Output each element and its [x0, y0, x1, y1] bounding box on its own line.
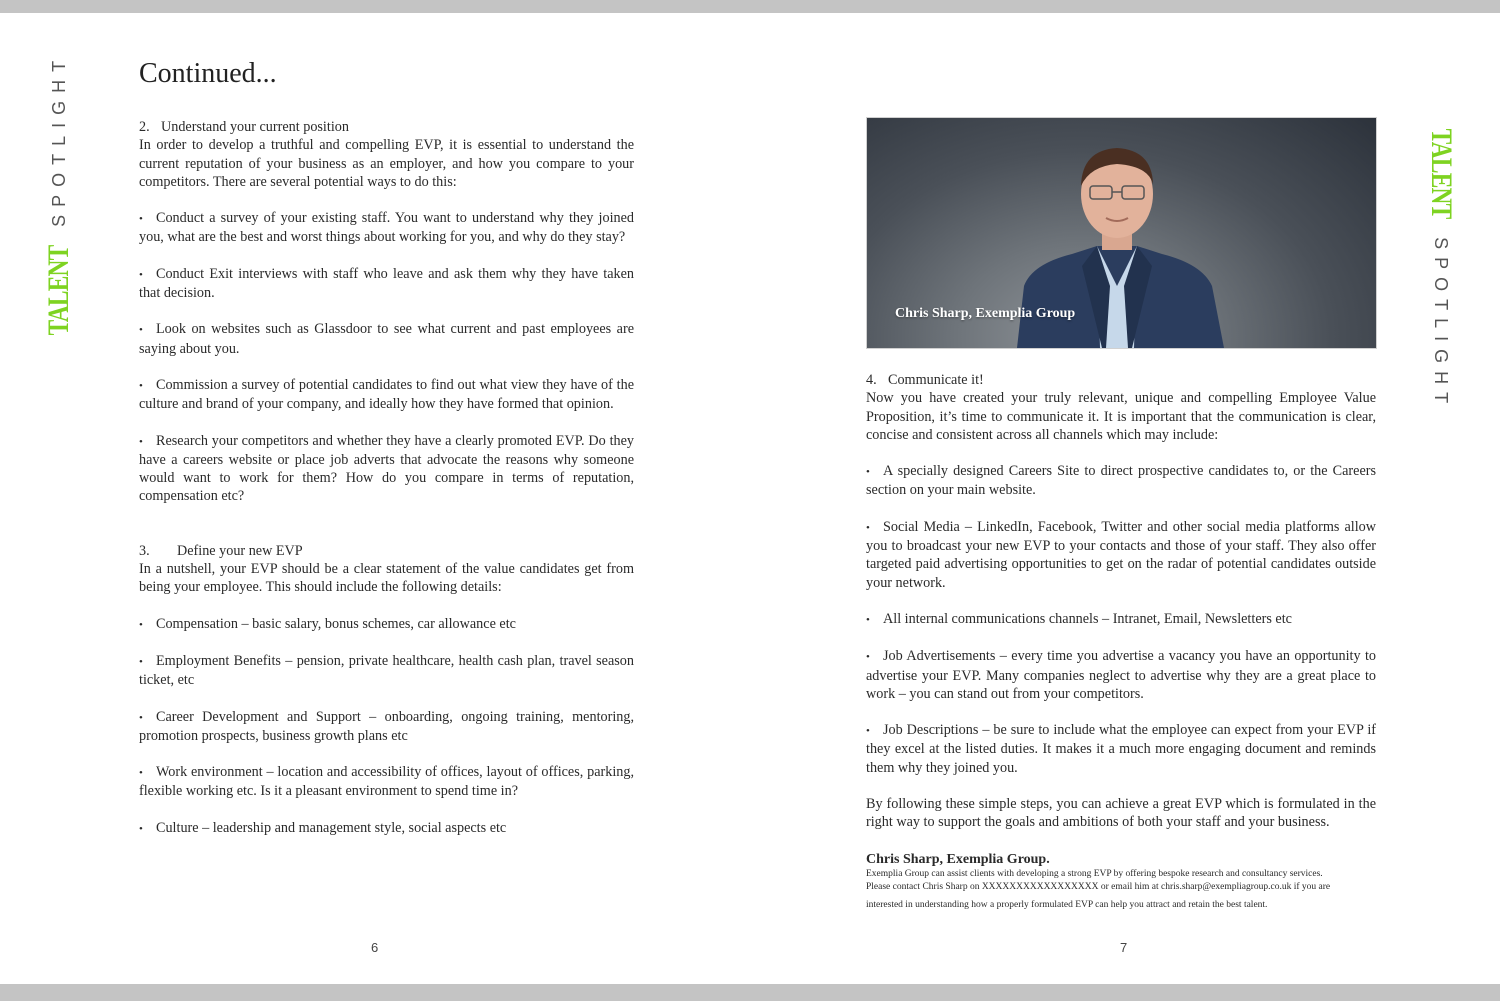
brand-mark-right — [1424, 116, 1458, 411]
signoff-line-3: interested in understanding how a properly formulated EVP can help you attract and retain the best talent. — [866, 900, 1268, 910]
section-4-heading: 4. Communicate it! — [866, 372, 984, 388]
author-photo — [866, 117, 1377, 349]
signoff-line-2: Please contact Chris Sharp on XXXXXXXXXXXXXXXXX or email him at chris.sharp@exempliagroup.co.uk if you are — [866, 881, 1331, 892]
list-item: • Compensation – basic salary, bonus schemes, car allowance etc — [139, 615, 634, 634]
page-number-left: 6 — [371, 940, 379, 955]
section-4-intro: Now you have created your truly relevant, unique and compelling Employee Value Proposition, it’s time to communicate it. It is important that the communication is clear, concise and consistent across all channels which may include: — [866, 390, 1376, 443]
brand-mark-left — [42, 53, 76, 348]
section-3-intro: In a nutshell, your EVP should be a clear statement of the value candidates get from being your employee. This should include the following details: — [139, 561, 634, 596]
list-item: • Conduct Exit interviews with staff who leave and ask them why they have taken that decision. — [139, 265, 634, 303]
list-item: • Employment Benefits – pension, private healthcare, health cash plan, travel season ticket, etc — [139, 652, 634, 690]
viewer-top-bar — [0, 0, 1500, 13]
section-2-intro: In order to develop a truthful and compelling EVP, it is essential to understand the current reputation of your business as an employer, and how you compare to your competitors. There are several potential ways to do this: — [139, 137, 634, 190]
list-item: • A specially designed Careers Site to direct prospective candidates to, or the Careers section on your main website. — [866, 462, 1376, 500]
list-item: • Work environment – location and accessibility of offices, layout of offices, parking, flexible working etc. Is it a pleasant environment to spend time in? — [139, 763, 634, 801]
list-item: • Social Media – LinkedIn, Facebook, Twitter and other social media platforms allow you to broadcast your new EVP to your contacts and those of your staff. They also offer targeted paid advertising opportunities to get on the radar of potential candidates outside your network. — [866, 518, 1376, 592]
viewer-bottom-bar — [0, 984, 1500, 1001]
signoff-line-1: Exemplia Group can assist clients with developing a strong EVP by offering bespoke research and consultancy services. — [866, 869, 1323, 879]
photo-caption: Chris Sharp, Exemplia Group — [895, 306, 1076, 321]
section-2-heading: 2. Understand your current position — [139, 119, 349, 135]
section-3-heading: 3. Define your new EVP — [139, 542, 303, 559]
list-item: • All internal communications channels – Intranet, Email, Newsletters etc — [866, 610, 1376, 629]
list-item: • Career Development and Support – onboarding, ongoing training, mentoring, promotion prospects, business growth plans etc — [139, 708, 634, 746]
author-name: Chris Sharp, Exemplia Group. — [866, 852, 1050, 867]
list-item: • Job Advertisements – every time you advertise a vacancy you have an opportunity to advertise your EVP. Many companies neglect to advertise why they are a great place to work – you can stand out from your competitors. — [866, 647, 1376, 703]
page-number-right: 7 — [1120, 940, 1128, 955]
left-page-body — [139, 118, 634, 838]
brand-talent: TALENT — [1425, 128, 1458, 219]
page-title: Continued... — [139, 58, 277, 89]
list-item: • Research your competitors and whether they have a clearly promoted EVP. Do they have a careers website or place job adverts that advocate the reasons why someone would want to work for them? How do you compare in terms of reputation, compensation etc? — [139, 432, 634, 506]
list-item: • Conduct a survey of your existing staff. You want to understand why they joined you, what are the best and worst things about working for you, and why do they stay? — [139, 209, 634, 247]
brand-spotlight: SPOTLIGHT — [1431, 237, 1452, 412]
list-item: • Culture – leadership and management style, social aspects etc — [139, 819, 634, 838]
list-item: • Job Descriptions – be sure to include what the employee can expect from your EVP if they excel at the listed duties. It makes it a much more engaging document and reminds them why they joined you. — [866, 721, 1376, 777]
list-item: • Look on websites such as Glassdoor to see what current and past employees are saying about you. — [139, 320, 634, 358]
right-page-body — [866, 371, 1376, 832]
conclusion: By following these simple steps, you can achieve a great EVP which is formulated in the right way to support the goals and ambitions of both your staff and your business. — [866, 796, 1376, 831]
brand-talent: TALENT — [42, 245, 75, 336]
author-signoff — [866, 852, 1381, 912]
brand-spotlight: SPOTLIGHT — [48, 52, 69, 227]
list-item: • Commission a survey of potential candidates to find out what view they have of the culture and brand of your company, and ideally how they have formed that opinion. — [139, 376, 634, 414]
